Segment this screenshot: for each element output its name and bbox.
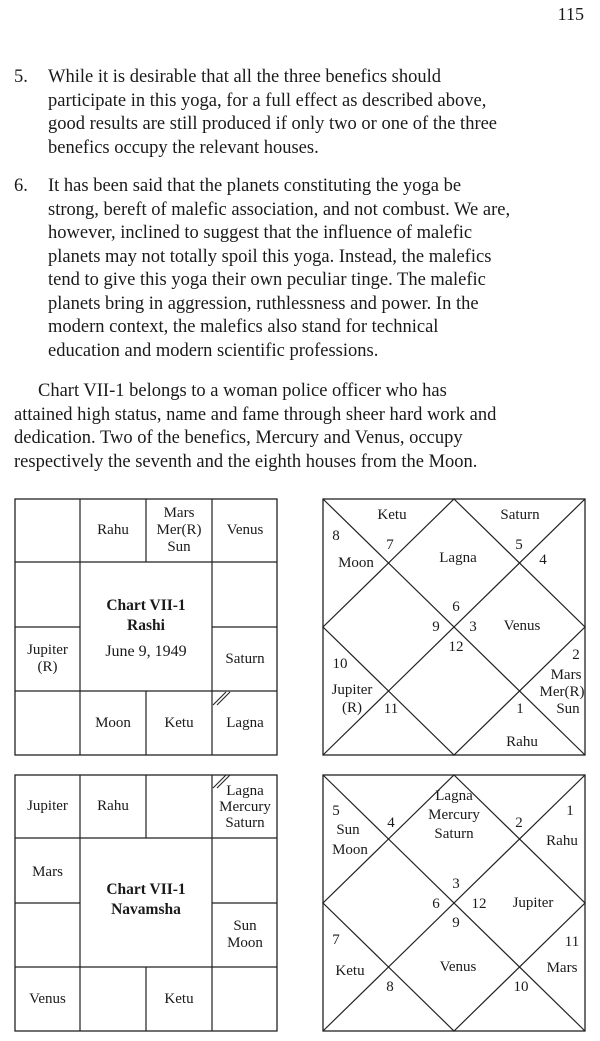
list-item-5 xyxy=(14,66,586,162)
cell-ketu: Ketu xyxy=(164,714,194,731)
rashi-north-chart xyxy=(322,498,586,756)
cell-jupiter: Jupiter (R) xyxy=(27,642,68,675)
list-item-6 xyxy=(14,175,586,365)
text-line: planets bring in aggression, ruthlessness and power. In the xyxy=(48,293,479,314)
cell-venus: Venus xyxy=(226,522,264,538)
label-jupiter: Jupiter xyxy=(331,682,373,698)
item-text xyxy=(48,66,586,160)
label-sun: Sun xyxy=(556,701,580,717)
chart-title-main: Chart VII-1 xyxy=(106,597,186,614)
house-2: 2 xyxy=(572,647,580,663)
label-venus: Venus xyxy=(439,959,477,975)
text-line: respectively the seventh and the eighth houses from the Moon. xyxy=(14,451,478,472)
house-1: 1 xyxy=(566,803,574,819)
label-moon: Moon xyxy=(338,555,374,571)
chart-subtitle: Rashi xyxy=(127,617,165,634)
house-8: 8 xyxy=(386,979,394,995)
cell-venus: Venus xyxy=(29,990,66,1007)
text-line: participate in this yoga, for a full effect as described above, xyxy=(48,90,487,111)
text-line: Chart VII-1 belongs to a woman police officer who has xyxy=(38,381,447,401)
label-rahu: Rahu xyxy=(506,734,538,750)
cell-jupiter: Jupiter xyxy=(27,798,68,814)
chart-title-main: Chart VII-1 xyxy=(106,881,186,898)
text-line: education and modern scientific professions. xyxy=(48,340,379,361)
item-text xyxy=(48,175,586,363)
text-line: however, inclined to suggest that the influence of malefic xyxy=(48,223,473,243)
text-line: It has been said that the planets constituting the yoga be xyxy=(48,176,462,196)
house-9: 9 xyxy=(452,915,460,931)
house-9: 9 xyxy=(432,619,440,635)
label-saturn: Saturn xyxy=(500,507,540,523)
house-11: 11 xyxy=(564,934,580,950)
house-6: 6 xyxy=(452,599,460,615)
text-line: planets may not totally spoil this yoga. Instead, the malefics xyxy=(48,246,492,267)
house-6: 6 xyxy=(432,896,440,912)
text-line: strong, bereft of malefic association, and not combust. We are, xyxy=(48,199,511,220)
rashi-south-chart xyxy=(14,498,278,756)
house-10: 10 xyxy=(332,656,348,672)
chart-diagram xyxy=(322,498,586,756)
chart-date: June 9, 1949 xyxy=(105,643,187,660)
house-10: 10 xyxy=(513,979,529,995)
label-mercury: Mercury xyxy=(428,807,480,823)
text-line: benefics occupy the relevant houses. xyxy=(48,137,319,158)
text-line: tend to give this yoga their own peculiar tinge. The malefic xyxy=(48,270,486,290)
house-7: 7 xyxy=(332,932,340,948)
body-paragraph xyxy=(14,380,586,474)
house-5: 5 xyxy=(332,803,340,819)
item-number: 6. xyxy=(14,176,28,196)
text-line: dedication. Two of the benefics, Mercury and Venus, occupy xyxy=(14,428,463,448)
cell-sun-moon: Sun Moon xyxy=(227,918,263,951)
label-mer-r: Mer(R) xyxy=(539,684,585,700)
house-12: 12 xyxy=(448,639,464,655)
label-moon: Moon xyxy=(332,842,368,858)
house-4: 4 xyxy=(387,815,395,831)
house-2: 2 xyxy=(515,815,523,831)
label-venus: Venus xyxy=(503,618,541,634)
house-1: 1 xyxy=(516,701,524,717)
house-4: 4 xyxy=(539,552,547,568)
house-5: 5 xyxy=(515,537,523,553)
text-line: While it is desirable that all the three benefics should xyxy=(48,67,441,87)
house-11: 11 xyxy=(383,701,399,717)
label-saturn: Saturn xyxy=(434,826,474,842)
text-line: attained high status, name and fame through sheer hard work and xyxy=(14,404,497,425)
item-number: 5. xyxy=(14,67,28,87)
cell-ketu: Ketu xyxy=(164,990,194,1007)
label-sun: Sun xyxy=(336,822,360,838)
cell-lagna: Lagna xyxy=(226,714,264,731)
label-ketu: Ketu xyxy=(335,963,365,979)
cell-rahu: Rahu xyxy=(97,522,129,538)
cell-mars-mer-sun: Mars Mer(R) Sun xyxy=(156,505,202,555)
navamsha-north-chart xyxy=(322,774,586,1032)
label-rahu: Rahu xyxy=(546,833,578,849)
chart-title xyxy=(80,880,212,920)
text-line: good results are still produced if only two or one of the three xyxy=(48,114,498,134)
label-jupiter-r: (R) xyxy=(342,700,362,716)
label-lagna: Lagna xyxy=(439,550,477,566)
cell-saturn: Saturn xyxy=(225,650,265,667)
cell-mars: Mars xyxy=(32,864,63,880)
cell-rahu: Rahu xyxy=(97,798,129,814)
chart-subtitle: Navamsha xyxy=(111,901,181,918)
house-8: 8 xyxy=(332,528,340,544)
label-lagna: Lagna xyxy=(435,788,473,804)
house-3: 3 xyxy=(452,876,460,892)
text-line: modern context, the malefics also stand for technical xyxy=(48,317,439,337)
cell-moon: Moon xyxy=(95,714,131,731)
label-jupiter: Jupiter xyxy=(512,895,554,911)
chart-title xyxy=(80,596,212,662)
label-mars: Mars xyxy=(546,960,578,976)
cell-lagna-mercury-saturn: Lagna Mercury Saturn xyxy=(219,782,271,831)
house-7: 7 xyxy=(386,537,394,553)
navamsha-south-chart xyxy=(14,774,278,1032)
label-ketu: Ketu xyxy=(377,507,407,523)
page-number: 115 xyxy=(557,4,584,24)
label-mars: Mars xyxy=(550,667,582,683)
house-12: 12 xyxy=(471,896,487,912)
house-3: 3 xyxy=(469,619,477,635)
chart-diagram xyxy=(322,774,586,1032)
